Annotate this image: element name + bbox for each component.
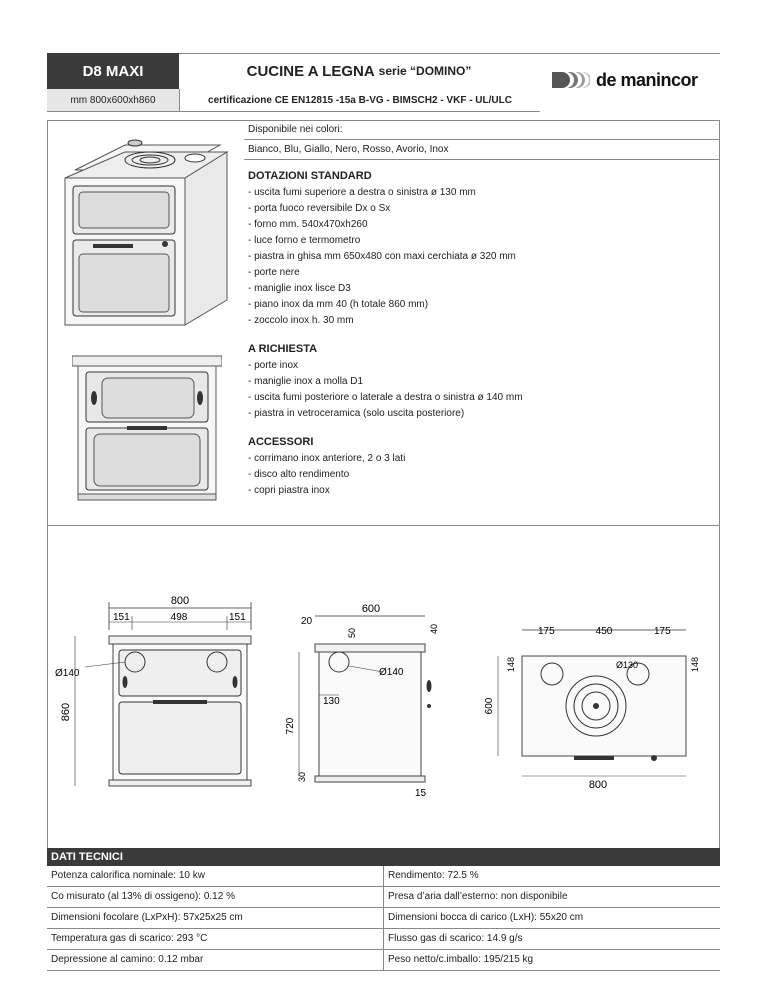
dim-top-side-left: 148: [506, 656, 516, 672]
dim-side-bottom: 15: [415, 788, 427, 799]
dim-side-height: 720: [285, 717, 296, 735]
dim-front-right: 151: [229, 612, 246, 623]
dim-front-left: 151: [113, 612, 130, 623]
table-cell: Rendimento: 72.5 %: [383, 866, 719, 886]
table-cell: Flusso gas di scarico: 14.9 g/s: [383, 929, 719, 949]
dim-side-pos: 130: [323, 696, 340, 707]
front-view-drawing: [55, 590, 270, 810]
table-row: [47, 950, 720, 971]
dim-top-left: 175: [538, 626, 555, 637]
table-row: [47, 908, 720, 929]
accessories-title: ACCESSORI: [248, 436, 314, 448]
list-item: - porte inox: [248, 360, 299, 371]
optional-title: A RICHIESTA: [248, 343, 318, 355]
table-row: [47, 929, 720, 950]
dim-front-center: 498: [170, 612, 188, 623]
dim-side-depth: 600: [361, 603, 381, 615]
brand-name: de manincor: [596, 69, 698, 90]
list-item: - porte nere: [248, 267, 300, 278]
table-cell: Presa d’aria dall’esterno: non disponibile: [383, 887, 719, 907]
dim-side-offset: 20: [301, 616, 313, 627]
list-item: - uscita fumi superiore a destra o sinistra ø 130 mm: [248, 187, 476, 198]
list-item: - uscita fumi posteriore o laterale a destra o sinistra ø 140 mm: [248, 392, 523, 403]
certification: certificazione CE EN12815 -15a B-VG - BIMSCH2 - VKF - UL/ULC: [179, 89, 540, 112]
model-name: D8 MAXI: [47, 53, 179, 89]
dim-front-height: 860: [60, 702, 72, 722]
dim-side-base: 30: [297, 771, 307, 782]
colors-values: Bianco, Blu, Giallo, Nero, Rosso, Avorio, Inox: [244, 140, 720, 160]
table-cell: Depressione al camino: 0.12 mbar: [51, 954, 204, 965]
list-item: - disco alto rendimento: [248, 469, 350, 480]
stove-perspective-image: [55, 130, 235, 330]
list-item: - piastra in vetroceramica (solo uscita posteriore): [248, 408, 465, 419]
top-view-drawing: [478, 620, 718, 796]
list-item: - piastra in ghisa mm 650x480 con maxi cerchiata ø 320 mm: [248, 251, 516, 262]
table-row: [47, 866, 720, 887]
dim-front-flue: Ø140: [55, 668, 80, 679]
title-main: CUCINE A LEGNA: [246, 62, 375, 80]
model-size: mm 800x600xh860: [47, 89, 179, 112]
table-cell: Dimensioni focolare (LxPxH): 57x25x25 cm: [51, 912, 243, 923]
title-series: serie “DOMINO”: [378, 64, 472, 78]
list-item: - zoccolo inox h. 30 mm: [248, 315, 354, 326]
dim-top-side-right: 148: [690, 656, 700, 672]
table-cell: Dimensioni bocca di carico (LxH): 55x20 cm: [383, 908, 719, 928]
brand-mark-icon: [550, 69, 590, 91]
optional-section: [244, 343, 720, 422]
dim-front-width: 800: [170, 595, 190, 607]
list-item: - luce forno e termometro: [248, 235, 361, 246]
accessories-section: [244, 436, 720, 499]
list-item: - maniglie inox a molla D1: [248, 376, 364, 387]
dim-top-right: 175: [654, 626, 671, 637]
list-item: - porta fuoco reversibile Dx o Sx: [248, 203, 391, 214]
list-item: - piano inox da mm 40 (h totale 860 mm): [248, 299, 429, 310]
dim-top-flue: Ø130: [616, 660, 639, 670]
table-cell: Peso netto/c.imballo: 195/215 kg: [383, 950, 719, 970]
side-view-drawing: [275, 600, 455, 810]
table-cell: Potenza calorifica nominale: 10 kw: [51, 870, 205, 881]
dim-side-top2: 40: [429, 623, 439, 634]
page-title: [179, 53, 539, 89]
table-cell: Co misurato (al 13% di ossigeno): 0.12 %: [51, 891, 235, 902]
tech-table: [47, 866, 720, 971]
tech-title: DATI TECNICI: [47, 848, 720, 866]
table-cell: Temperatura gas di scarico: 293 °C: [51, 933, 208, 944]
brand-logo: [550, 62, 720, 98]
dim-top-depth: 600: [484, 697, 495, 715]
dim-top-center: 450: [595, 626, 613, 637]
colors-label: Disponibile nei colori:: [244, 120, 720, 140]
standard-section: [244, 170, 720, 329]
list-item: - copri piastra inox: [248, 485, 330, 496]
info-column: [244, 120, 720, 499]
dim-side-flue: Ø140: [379, 667, 404, 678]
dim-side-top1: 50: [347, 627, 357, 638]
list-item: - forno mm. 540x470xh260: [248, 219, 368, 230]
stove-front-image: [72, 352, 222, 502]
dim-top-width: 800: [588, 779, 608, 791]
list-item: - corrimano inox anteriore, 2 o 3 lati: [248, 453, 406, 464]
standard-title: DOTAZIONI STANDARD: [248, 170, 372, 182]
list-item: - maniglie inox lisce D3: [248, 283, 351, 294]
table-row: [47, 887, 720, 908]
